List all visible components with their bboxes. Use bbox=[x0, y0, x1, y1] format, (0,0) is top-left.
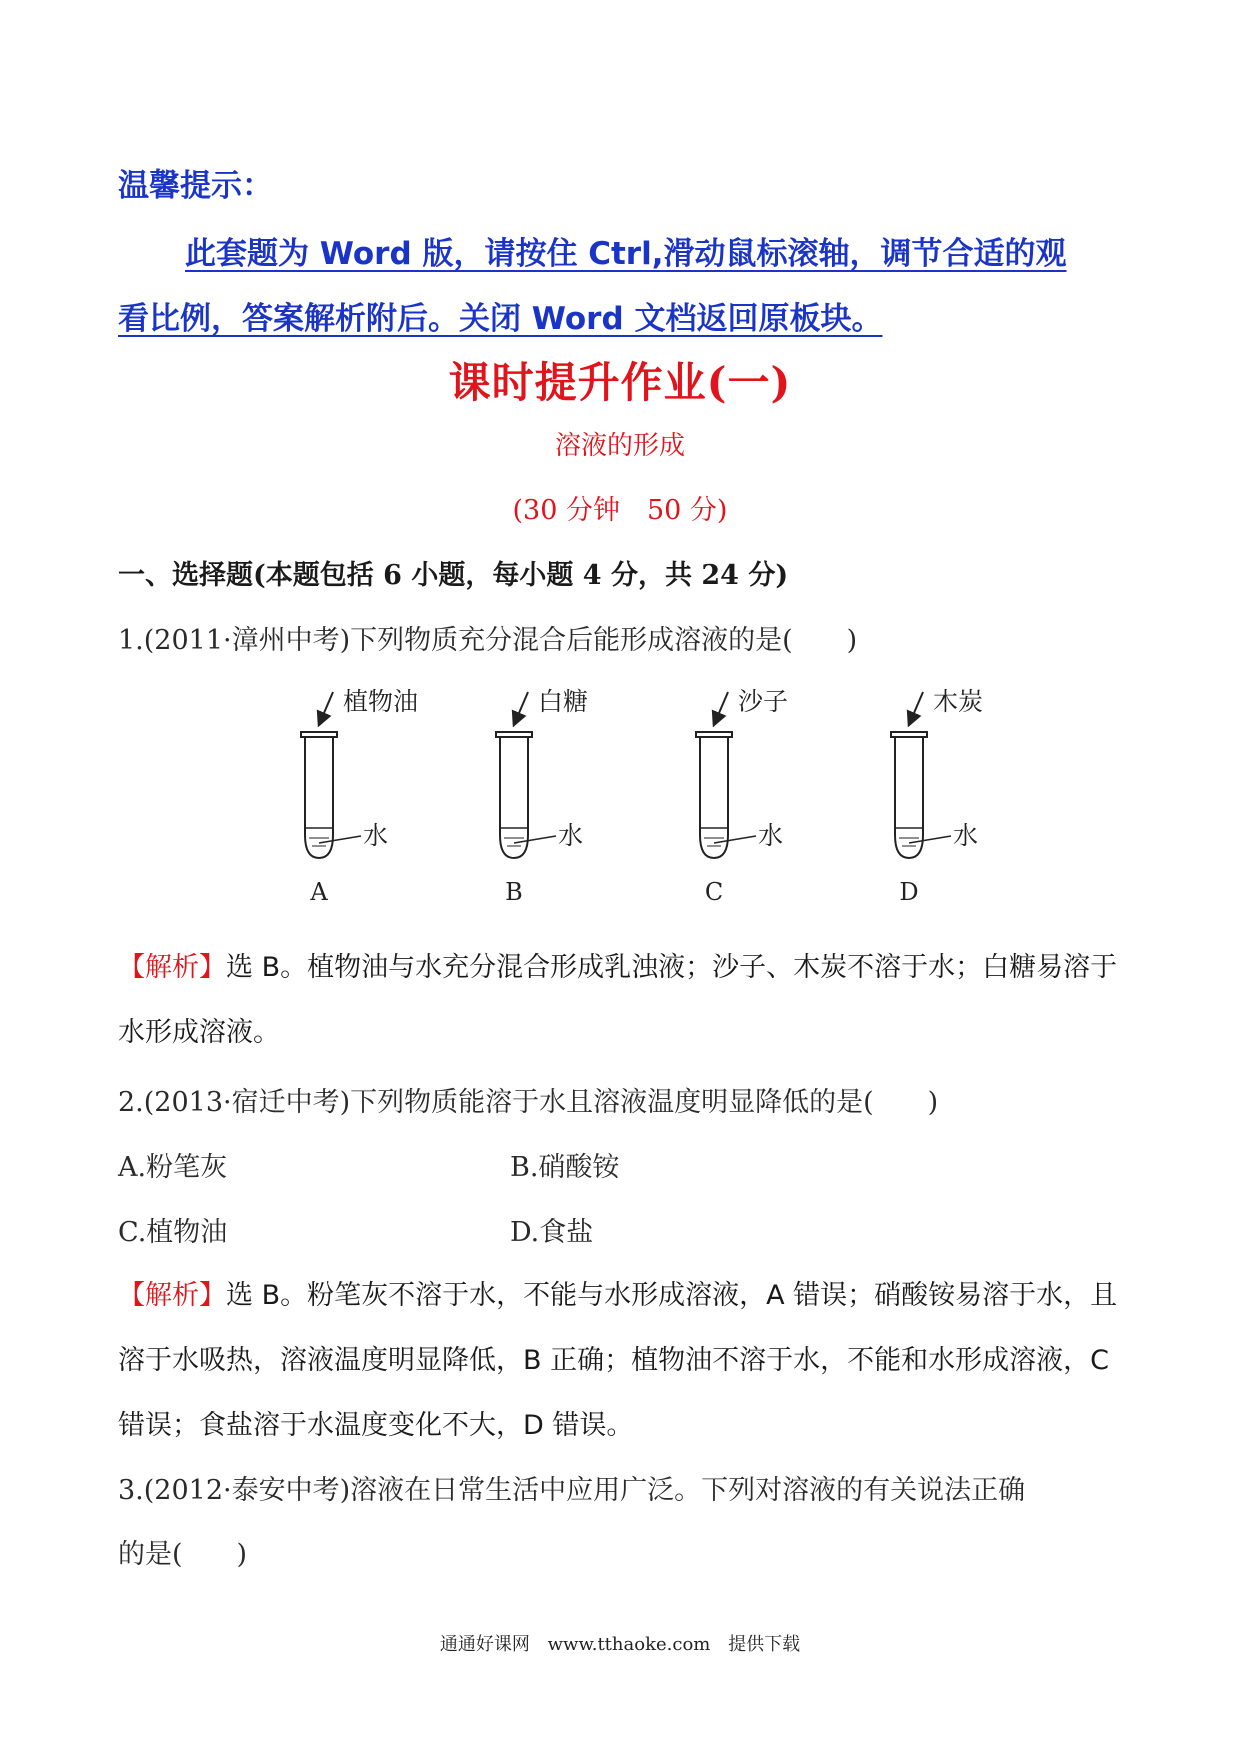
option-d: D.食盐 bbox=[510, 1217, 594, 1248]
page-footer bbox=[0, 1630, 1240, 1656]
water-label: 水 bbox=[953, 821, 979, 850]
option-letter: D bbox=[899, 878, 919, 906]
test-tube-a bbox=[301, 687, 418, 906]
analysis-tag: 【解析】 bbox=[118, 952, 226, 983]
footer-site: 通通好课网 bbox=[439, 1634, 530, 1655]
question-2-analysis bbox=[118, 1263, 1128, 1458]
document-subtitle: 溶液的形成 bbox=[554, 431, 685, 461]
tube-body bbox=[700, 737, 728, 858]
option-letter: C bbox=[704, 878, 724, 906]
analysis-tag: 【解析】 bbox=[118, 1280, 226, 1311]
test-tubes-figure bbox=[270, 680, 990, 910]
test-tube-c bbox=[696, 687, 788, 906]
substance-label: 木炭 bbox=[933, 687, 984, 716]
question-2-stem: 2.(2013·宿迁中考)下列物质能溶于水且溶液温度明显降低的是( ) bbox=[118, 1087, 939, 1118]
water-label: 水 bbox=[758, 821, 784, 850]
substance-label: 白糖 bbox=[538, 687, 589, 716]
water-pointer bbox=[514, 836, 556, 843]
tip-line-1: 此套题为 Word 版，请按住 Ctrl,滑动鼠标滚轴，调节合适的观 bbox=[185, 236, 1067, 272]
footer-url[interactable]: www.tthaoke.com bbox=[547, 1634, 711, 1655]
option-letter: B bbox=[505, 878, 523, 906]
tube-rim bbox=[301, 732, 337, 737]
tip-title: 温馨提示： bbox=[118, 168, 273, 204]
arrow bbox=[716, 692, 728, 720]
substance-label: 植物油 bbox=[343, 687, 419, 716]
option-letter: A bbox=[310, 878, 328, 906]
option-c: C.植物油 bbox=[118, 1217, 228, 1248]
arrow bbox=[516, 692, 528, 720]
arrow bbox=[911, 692, 923, 720]
question-3-stem-line-2: 的是( ) bbox=[118, 1539, 248, 1570]
arrow bbox=[321, 692, 333, 720]
time-and-score: (30 分钟 50 分) bbox=[512, 495, 728, 526]
tube-body bbox=[500, 737, 528, 858]
tube-body bbox=[895, 737, 923, 858]
water-label: 水 bbox=[558, 821, 584, 850]
substance-label: 沙子 bbox=[738, 687, 789, 716]
test-tube-d bbox=[891, 687, 983, 906]
footer-note: 提供下载 bbox=[728, 1634, 801, 1655]
question-1-analysis bbox=[118, 935, 1128, 1065]
tube-body bbox=[305, 737, 333, 858]
document-title: 课时提升作业(一) bbox=[448, 358, 792, 407]
option-b: B.硝酸铵 bbox=[510, 1152, 620, 1183]
tip-line-2: 看比例，答案解析附后。关闭 Word 文档返回原板块。 bbox=[118, 301, 883, 337]
analysis-text: 选 B。粉笔灰不溶于水，不能与水形成溶液，A 错误；硝酸铵易溶于水，且溶于水吸热，溶液温度明显降低，B 正确；植物油不溶于水，不能和水形成溶液，C 错误；食盐溶于水温度变化不大，D 错误。 bbox=[118, 1280, 1118, 1441]
question-1-stem: 1.(2011·漳州中考)下列物质充分混合后能形成溶液的是( ) bbox=[118, 625, 858, 656]
tube-rim bbox=[891, 732, 927, 737]
option-a: A.粉笔灰 bbox=[118, 1152, 228, 1183]
tube-rim bbox=[496, 732, 532, 737]
water-pointer bbox=[714, 836, 756, 843]
test-tube-b bbox=[496, 687, 588, 906]
water-pointer bbox=[909, 836, 951, 843]
question-3-stem-line-1: 3.(2012·泰安中考)溶液在日常生活中应用广泛。下列对溶液的有关说法正确 bbox=[118, 1475, 1026, 1506]
water-pointer bbox=[319, 836, 361, 843]
section-heading: 一、选择题(本题包括 6 小题，每小题 4 分，共 24 分) bbox=[118, 560, 789, 591]
analysis-text: 选 B。植物油与水充分混合形成乳浊液；沙子、木炭不溶于水；白糖易溶于水形成溶液。 bbox=[118, 952, 1118, 1048]
tube-rim bbox=[696, 732, 732, 737]
water-label: 水 bbox=[363, 821, 389, 850]
